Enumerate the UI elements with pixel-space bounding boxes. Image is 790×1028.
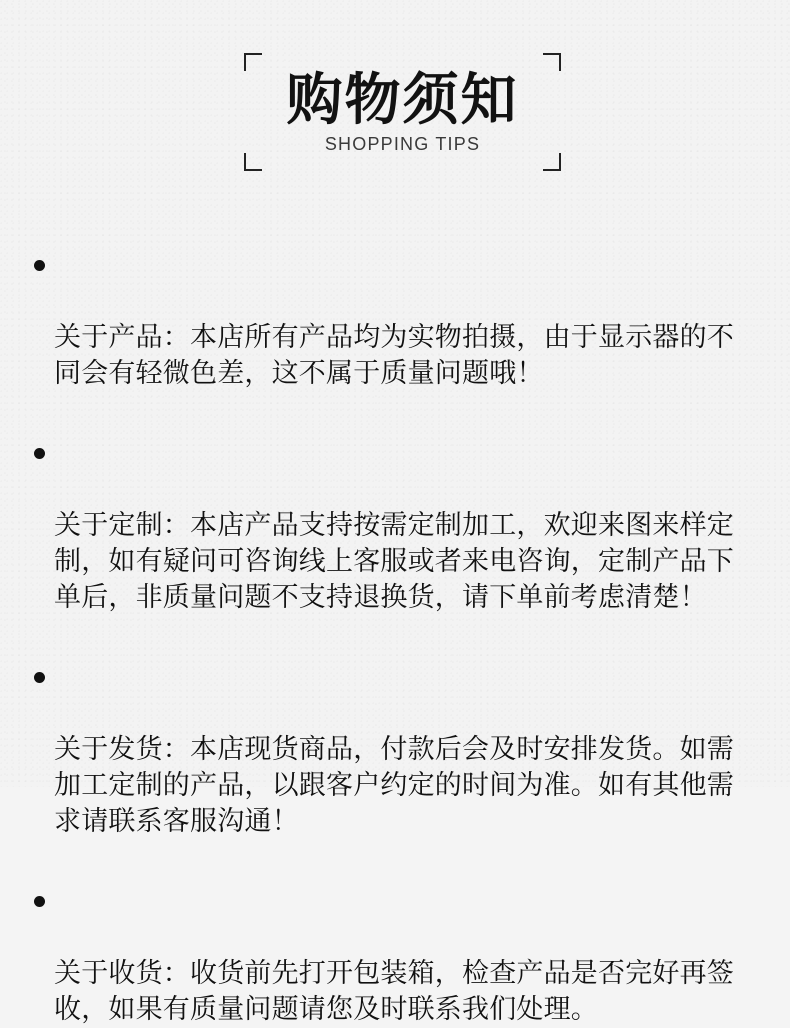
tips-list	[28, 248, 772, 1028]
frame-corner-top-right-icon	[543, 53, 561, 71]
tip-item-product	[28, 248, 772, 392]
page-subtitle: SHOPPING TIPS	[324, 134, 481, 154]
title-frame	[244, 53, 561, 171]
frame-corner-bottom-right-icon	[543, 153, 561, 171]
tip-item-shipping	[28, 660, 772, 840]
tip-text: 关于发货：本店现货商品，付款后会及时安排发货。如需 加工定制的产品，以跟客户约定的时间为准。如有其他需 求请联系客服沟通！	[54, 734, 734, 837]
tip-item-customization	[28, 436, 772, 616]
tip-text: 关于收货：收货前先打开包装箱，检查产品是否完好再签 收，如果有质量问题请您及时联系我们处理。	[54, 958, 734, 1025]
tip-text: 关于定制：本店产品支持按需定制加工，欢迎来图来样定 制，如有疑问可咨询线上客服或者来电咨询，定制产品下 单后，非质量问题不支持退换货，请下单前考虑清楚！	[54, 510, 734, 613]
bullet-icon	[34, 260, 45, 271]
bullet-icon	[34, 672, 45, 683]
frame-corner-top-left-icon	[244, 53, 262, 71]
frame-corner-bottom-left-icon	[244, 153, 262, 171]
tip-item-receipt	[28, 884, 772, 1028]
tip-text: 关于产品：本店所有产品均为实物拍摄，由于显示器的不 同会有轻微色差，这不属于质量问题哦！	[54, 322, 734, 389]
bullet-icon	[34, 896, 45, 907]
page-title: 购物须知	[286, 68, 519, 133]
bullet-icon	[34, 448, 45, 459]
